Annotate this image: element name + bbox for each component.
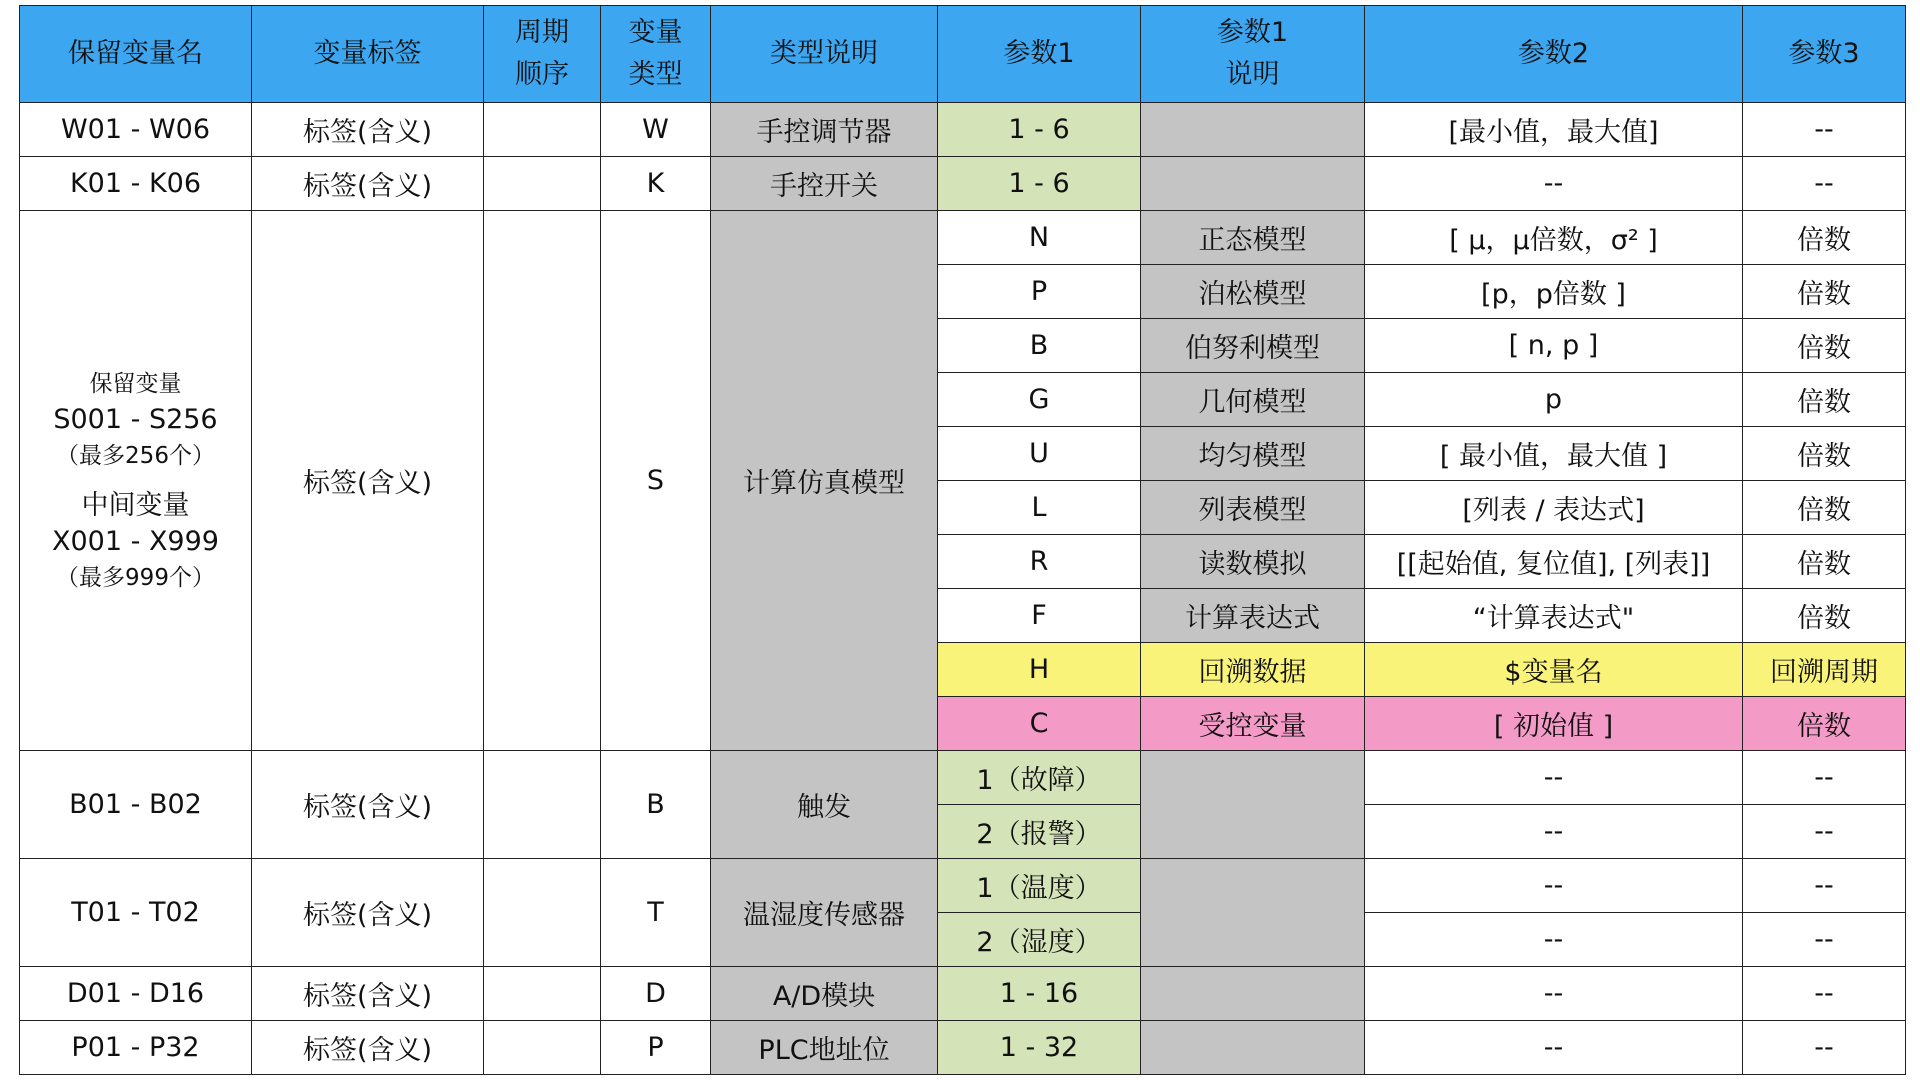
s-reserved-title: 保留变量	[89, 370, 182, 397]
cell-type-desc: 计算仿真模型	[711, 211, 938, 751]
cell-param1-desc	[1141, 103, 1365, 157]
cell-param1: 1（温度）	[938, 859, 1141, 913]
cell-param3: 倍数	[1743, 481, 1906, 535]
table-row-s-n	[20, 211, 1906, 265]
table-row-w	[20, 103, 1906, 157]
cell-param2: [p，p倍数 ]	[1365, 265, 1743, 319]
cell-param2: --	[1365, 805, 1743, 859]
header-param2: 参数2	[1365, 6, 1743, 103]
table-row-d	[20, 967, 1906, 1021]
cell-param3: --	[1743, 157, 1906, 211]
cell-param1-desc: 回溯数据	[1141, 643, 1365, 697]
cell-param3: --	[1743, 1021, 1906, 1075]
header-param1-desc-line1: 参数1	[1216, 17, 1289, 48]
cell-cycle	[484, 211, 601, 751]
cell-cycle	[484, 1021, 601, 1075]
cell-param1: P	[938, 265, 1141, 319]
cell-param2: [ μ，μ倍数，σ² ]	[1365, 211, 1743, 265]
cell-type: T	[601, 859, 711, 967]
cell-param1-desc: 泊松模型	[1141, 265, 1365, 319]
cell-label: 标签(含义)	[252, 751, 484, 859]
cell-param1-desc	[1141, 859, 1365, 967]
table-row-k	[20, 157, 1906, 211]
header-row	[20, 6, 1906, 103]
cell-param3: 回溯周期	[1743, 643, 1906, 697]
cell-name: P01 - P32	[20, 1021, 252, 1075]
cell-param1-desc	[1141, 157, 1365, 211]
cell-label: 标签(含义)	[252, 1021, 484, 1075]
cell-param1: 1 - 6	[938, 157, 1141, 211]
cell-param1: 1 - 6	[938, 103, 1141, 157]
cell-param1: C	[938, 697, 1141, 751]
header-param3: 参数3	[1743, 6, 1906, 103]
cell-param1-desc: 均匀模型	[1141, 427, 1365, 481]
cell-param1: 2（湿度）	[938, 913, 1141, 967]
cell-label: 标签(含义)	[252, 967, 484, 1021]
cell-param1: F	[938, 589, 1141, 643]
header-var-type-line1: 变量	[628, 17, 683, 48]
variable-table	[19, 5, 1906, 1075]
cell-param2: [ n, p ]	[1365, 319, 1743, 373]
cell-param3: 倍数	[1743, 319, 1906, 373]
cell-type: S	[601, 211, 711, 751]
cell-param1: 1（故障）	[938, 751, 1141, 805]
table-row-t-1	[20, 859, 1906, 913]
cell-param1: H	[938, 643, 1141, 697]
cell-type: D	[601, 967, 711, 1021]
table-row-p	[20, 1021, 1906, 1075]
cell-param1: 1 - 32	[938, 1021, 1141, 1075]
cell-param1-desc: 受控变量	[1141, 697, 1365, 751]
cell-type-desc: 温湿度传感器	[711, 859, 938, 967]
cell-cycle	[484, 103, 601, 157]
cell-cycle	[484, 967, 601, 1021]
cell-param2: p	[1365, 373, 1743, 427]
cell-label: 标签(含义)	[252, 103, 484, 157]
cell-param2: --	[1365, 967, 1743, 1021]
cell-param2: $变量名	[1365, 643, 1743, 697]
cell-param2: [最小值，最大值]	[1365, 103, 1743, 157]
x-intermediate-max: （最多999个）	[56, 564, 215, 591]
cell-type: B	[601, 751, 711, 859]
cell-param1-desc	[1141, 751, 1365, 859]
cell-param2: [[起始值, 复位值], [列表]]	[1365, 535, 1743, 589]
header-type-desc: 类型说明	[711, 6, 938, 103]
cell-name-s-group	[20, 211, 252, 751]
cell-param3: --	[1743, 805, 1906, 859]
cell-param2: --	[1365, 913, 1743, 967]
cell-param2: --	[1365, 859, 1743, 913]
cell-param1: L	[938, 481, 1141, 535]
cell-type-desc: 手控调节器	[711, 103, 938, 157]
cell-param3: 倍数	[1743, 265, 1906, 319]
cell-name: K01 - K06	[20, 157, 252, 211]
cell-cycle	[484, 157, 601, 211]
cell-param1: U	[938, 427, 1141, 481]
header-cycle-order-line1: 周期	[515, 17, 569, 48]
cell-param3: --	[1743, 859, 1906, 913]
cell-param1: G	[938, 373, 1141, 427]
cell-param1-desc: 计算表达式	[1141, 589, 1365, 643]
cell-param2: “计算表达式"	[1365, 589, 1743, 643]
spacer	[22, 474, 249, 488]
table-row-b-1	[20, 751, 1906, 805]
cell-param2: --	[1365, 157, 1743, 211]
cell-type: K	[601, 157, 711, 211]
cell-param2: [ 最小值，最大值 ]	[1365, 427, 1743, 481]
cell-param3: 倍数	[1743, 373, 1906, 427]
x-intermediate-title: 中间变量	[81, 489, 190, 521]
variable-table-container	[19, 5, 1906, 1075]
cell-param2: [ 初始值 ]	[1365, 697, 1743, 751]
x-intermediate-range: X001 - X999	[52, 525, 219, 557]
cell-param1: R	[938, 535, 1141, 589]
cell-param3: 倍数	[1743, 535, 1906, 589]
header-var-type	[601, 6, 711, 103]
cell-param1: 1 - 16	[938, 967, 1141, 1021]
cell-param3: --	[1743, 913, 1906, 967]
cell-param1: B	[938, 319, 1141, 373]
header-cycle-order	[484, 6, 601, 103]
cell-param3: --	[1743, 751, 1906, 805]
cell-param1-desc: 几何模型	[1141, 373, 1365, 427]
cell-param1-desc	[1141, 967, 1365, 1021]
cell-type: W	[601, 103, 711, 157]
header-var-type-line2: 类型	[628, 59, 683, 90]
cell-param2: --	[1365, 1021, 1743, 1075]
cell-name: T01 - T02	[20, 859, 252, 967]
cell-param1-desc: 正态模型	[1141, 211, 1365, 265]
cell-param3: --	[1743, 967, 1906, 1021]
cell-param2: [列表 / 表达式]	[1365, 481, 1743, 535]
cell-param3: 倍数	[1743, 697, 1906, 751]
cell-type-desc: 手控开关	[711, 157, 938, 211]
cell-label: 标签(含义)	[252, 211, 484, 751]
cell-type-desc: A/D模块	[711, 967, 938, 1021]
header-param1: 参数1	[938, 6, 1141, 103]
cell-param1-desc: 列表模型	[1141, 481, 1365, 535]
cell-cycle	[484, 859, 601, 967]
cell-param3: 倍数	[1743, 427, 1906, 481]
cell-param2: --	[1365, 751, 1743, 805]
cell-name: D01 - D16	[20, 967, 252, 1021]
cell-param3: --	[1743, 103, 1906, 157]
header-cycle-order-line2: 顺序	[515, 59, 569, 90]
cell-type-desc: 触发	[711, 751, 938, 859]
cell-param1: N	[938, 211, 1141, 265]
header-reserved-var-name: 保留变量名	[20, 6, 252, 103]
s-reserved-range: S001 - S256	[53, 403, 218, 435]
cell-param1-desc	[1141, 1021, 1365, 1075]
cell-label: 标签(含义)	[252, 157, 484, 211]
cell-type: P	[601, 1021, 711, 1075]
cell-param3: 倍数	[1743, 211, 1906, 265]
cell-name: B01 - B02	[20, 751, 252, 859]
cell-param1: 2（报警）	[938, 805, 1141, 859]
cell-name: W01 - W06	[20, 103, 252, 157]
cell-param1-desc: 读数模拟	[1141, 535, 1365, 589]
s-reserved-max: （最多256个）	[56, 442, 215, 469]
cell-cycle	[484, 751, 601, 859]
header-param1-desc	[1141, 6, 1365, 103]
header-param1-desc-line2: 说明	[1225, 59, 1280, 90]
header-var-label: 变量标签	[252, 6, 484, 103]
cell-label: 标签(含义)	[252, 859, 484, 967]
cell-param3: 倍数	[1743, 589, 1906, 643]
cell-param1-desc: 伯努利模型	[1141, 319, 1365, 373]
cell-type-desc: PLC地址位	[711, 1021, 938, 1075]
